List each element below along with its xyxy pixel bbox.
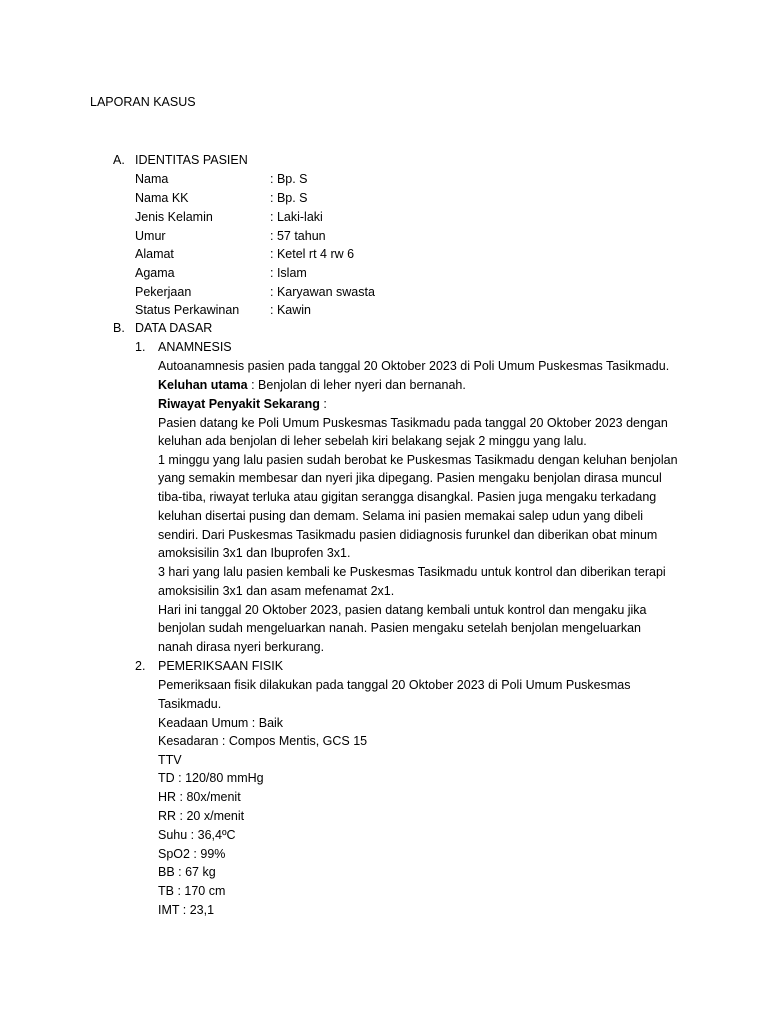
rps-heading-line [158,396,327,412]
paragraph-line: keluhan ada benjolan di leher sebelah kiri belakang sejak 2 minggu yang lalu. [158,434,587,448]
paragraph-line: Pasien datang ke Poli Umum Puskesmas Tasikmadu pada tanggal 20 Oktober 2023 dengan [158,416,668,430]
exam-line: Keadaan Umum : Baik [158,716,284,730]
field-label: Status Perkawinan [135,303,240,317]
rps-label: Riwayat Penyakit Sekarang [158,397,320,411]
field-value: : Bp. S [270,172,308,186]
field-row [0,246,768,262]
anamnesis-intro: Autoanamnesis pasien pada tanggal 20 Oktober 2023 di Poli Umum Puskesmas Tasikmadu. [158,359,670,373]
paragraph-line: sendiri. Dari Puskesmas Tasikmadu pasien didiagnosis furunkel dan diberikan obat minum [158,528,658,542]
field-value: : Laki-laki [270,210,323,224]
field-label: Jenis Kelamin [135,210,213,224]
field-row [0,302,768,318]
document-title: LAPORAN KASUS [90,95,196,109]
keluhan-utama-label: Keluhan utama [158,378,248,392]
section-b-heading: DATA DASAR [135,321,213,335]
field-value: : Islam [270,266,307,280]
exam-line: RR : 20 x/menit [158,809,245,823]
field-label: Umur [135,229,166,243]
paragraph-line: 1 minggu yang lalu pasien sudah berobat ke Puskesmas Tasikmadu dengan keluhan benjolan [158,453,678,467]
field-label: Nama [135,172,169,186]
field-row [0,265,768,281]
field-row [0,171,768,187]
exam-line: Tasikmadu. [158,697,222,711]
field-label: Pekerjaan [135,285,192,299]
section-a-heading: IDENTITAS PASIEN [135,153,248,167]
keluhan-utama-line [158,377,466,393]
paragraph-line: amoksisilin 3x1 dan Ibuprofen 3x1. [158,546,351,560]
exam-line: Kesadaran : Compos Mentis, GCS 15 [158,734,368,748]
section-b-marker: B. [113,321,125,335]
anamnesis-heading: ANAMNESIS [158,340,232,354]
paragraph-line: tiba-tiba, riwayat terluka atau gigitan serangga disangkal. Pasien juga mengaku terkadang [158,490,657,504]
paragraph-line: benjolan sudah mengeluarkan nanah. Pasien mengaku setelah benjolan mengeluarkan [158,621,641,635]
field-value: : Karyawan swasta [270,285,375,299]
rps-colon: : [319,397,327,411]
pemeriksaan-heading: PEMERIKSAAN FISIK [158,659,284,673]
field-row [0,209,768,225]
field-row [0,284,768,300]
section-a-marker: A. [113,153,125,167]
exam-line: IMT : 23,1 [158,903,215,917]
field-value: : Bp. S [270,191,308,205]
exam-line: TB : 170 cm [158,884,226,898]
field-value: : Ketel rt 4 rw 6 [270,247,355,261]
pemeriksaan-marker: 2. [135,659,146,673]
field-row [0,190,768,206]
field-label: Alamat [135,247,174,261]
exam-line: TD : 120/80 mmHg [158,771,264,785]
field-value: : Kawin [270,303,311,317]
paragraph-line: yang semakin membesar dan nyeri jika dipegang. Pasien mengaku benjolan dirasa muncul [158,471,662,485]
field-label: Nama KK [135,191,189,205]
paragraph-line: keluhan disertai pusing dan demam. Selama ini pasien memakai salep udun yang dibeli [158,509,644,523]
paragraph-line: amoksisilin 3x1 dan asam mefenamat 2x1. [158,584,395,598]
exam-line: TTV [158,753,182,767]
anamnesis-marker: 1. [135,340,146,354]
exam-line: Suhu : 36,4ºC [158,828,236,842]
keluhan-utama-text: : Benjolan di leher nyeri dan bernanah. [247,378,466,392]
paragraph-line: nanah dirasa nyeri berkurang. [158,640,325,654]
exam-line: HR : 80x/menit [158,790,241,804]
exam-line: BB : 67 kg [158,865,216,879]
exam-line: SpO2 : 99% [158,847,226,861]
field-value: : 57 tahun [270,229,326,243]
paragraph-line: 3 hari yang lalu pasien kembali ke Puskesmas Tasikmadu untuk kontrol dan diberikan terapi [158,565,666,579]
field-row [0,228,768,244]
paragraph-line: Hari ini tanggal 20 Oktober 2023, pasien datang kembali untuk kontrol dan mengaku jika [158,603,647,617]
field-label: Agama [135,266,175,280]
exam-line: Pemeriksaan fisik dilakukan pada tanggal 20 Oktober 2023 di Poli Umum Puskesmas [158,678,631,692]
